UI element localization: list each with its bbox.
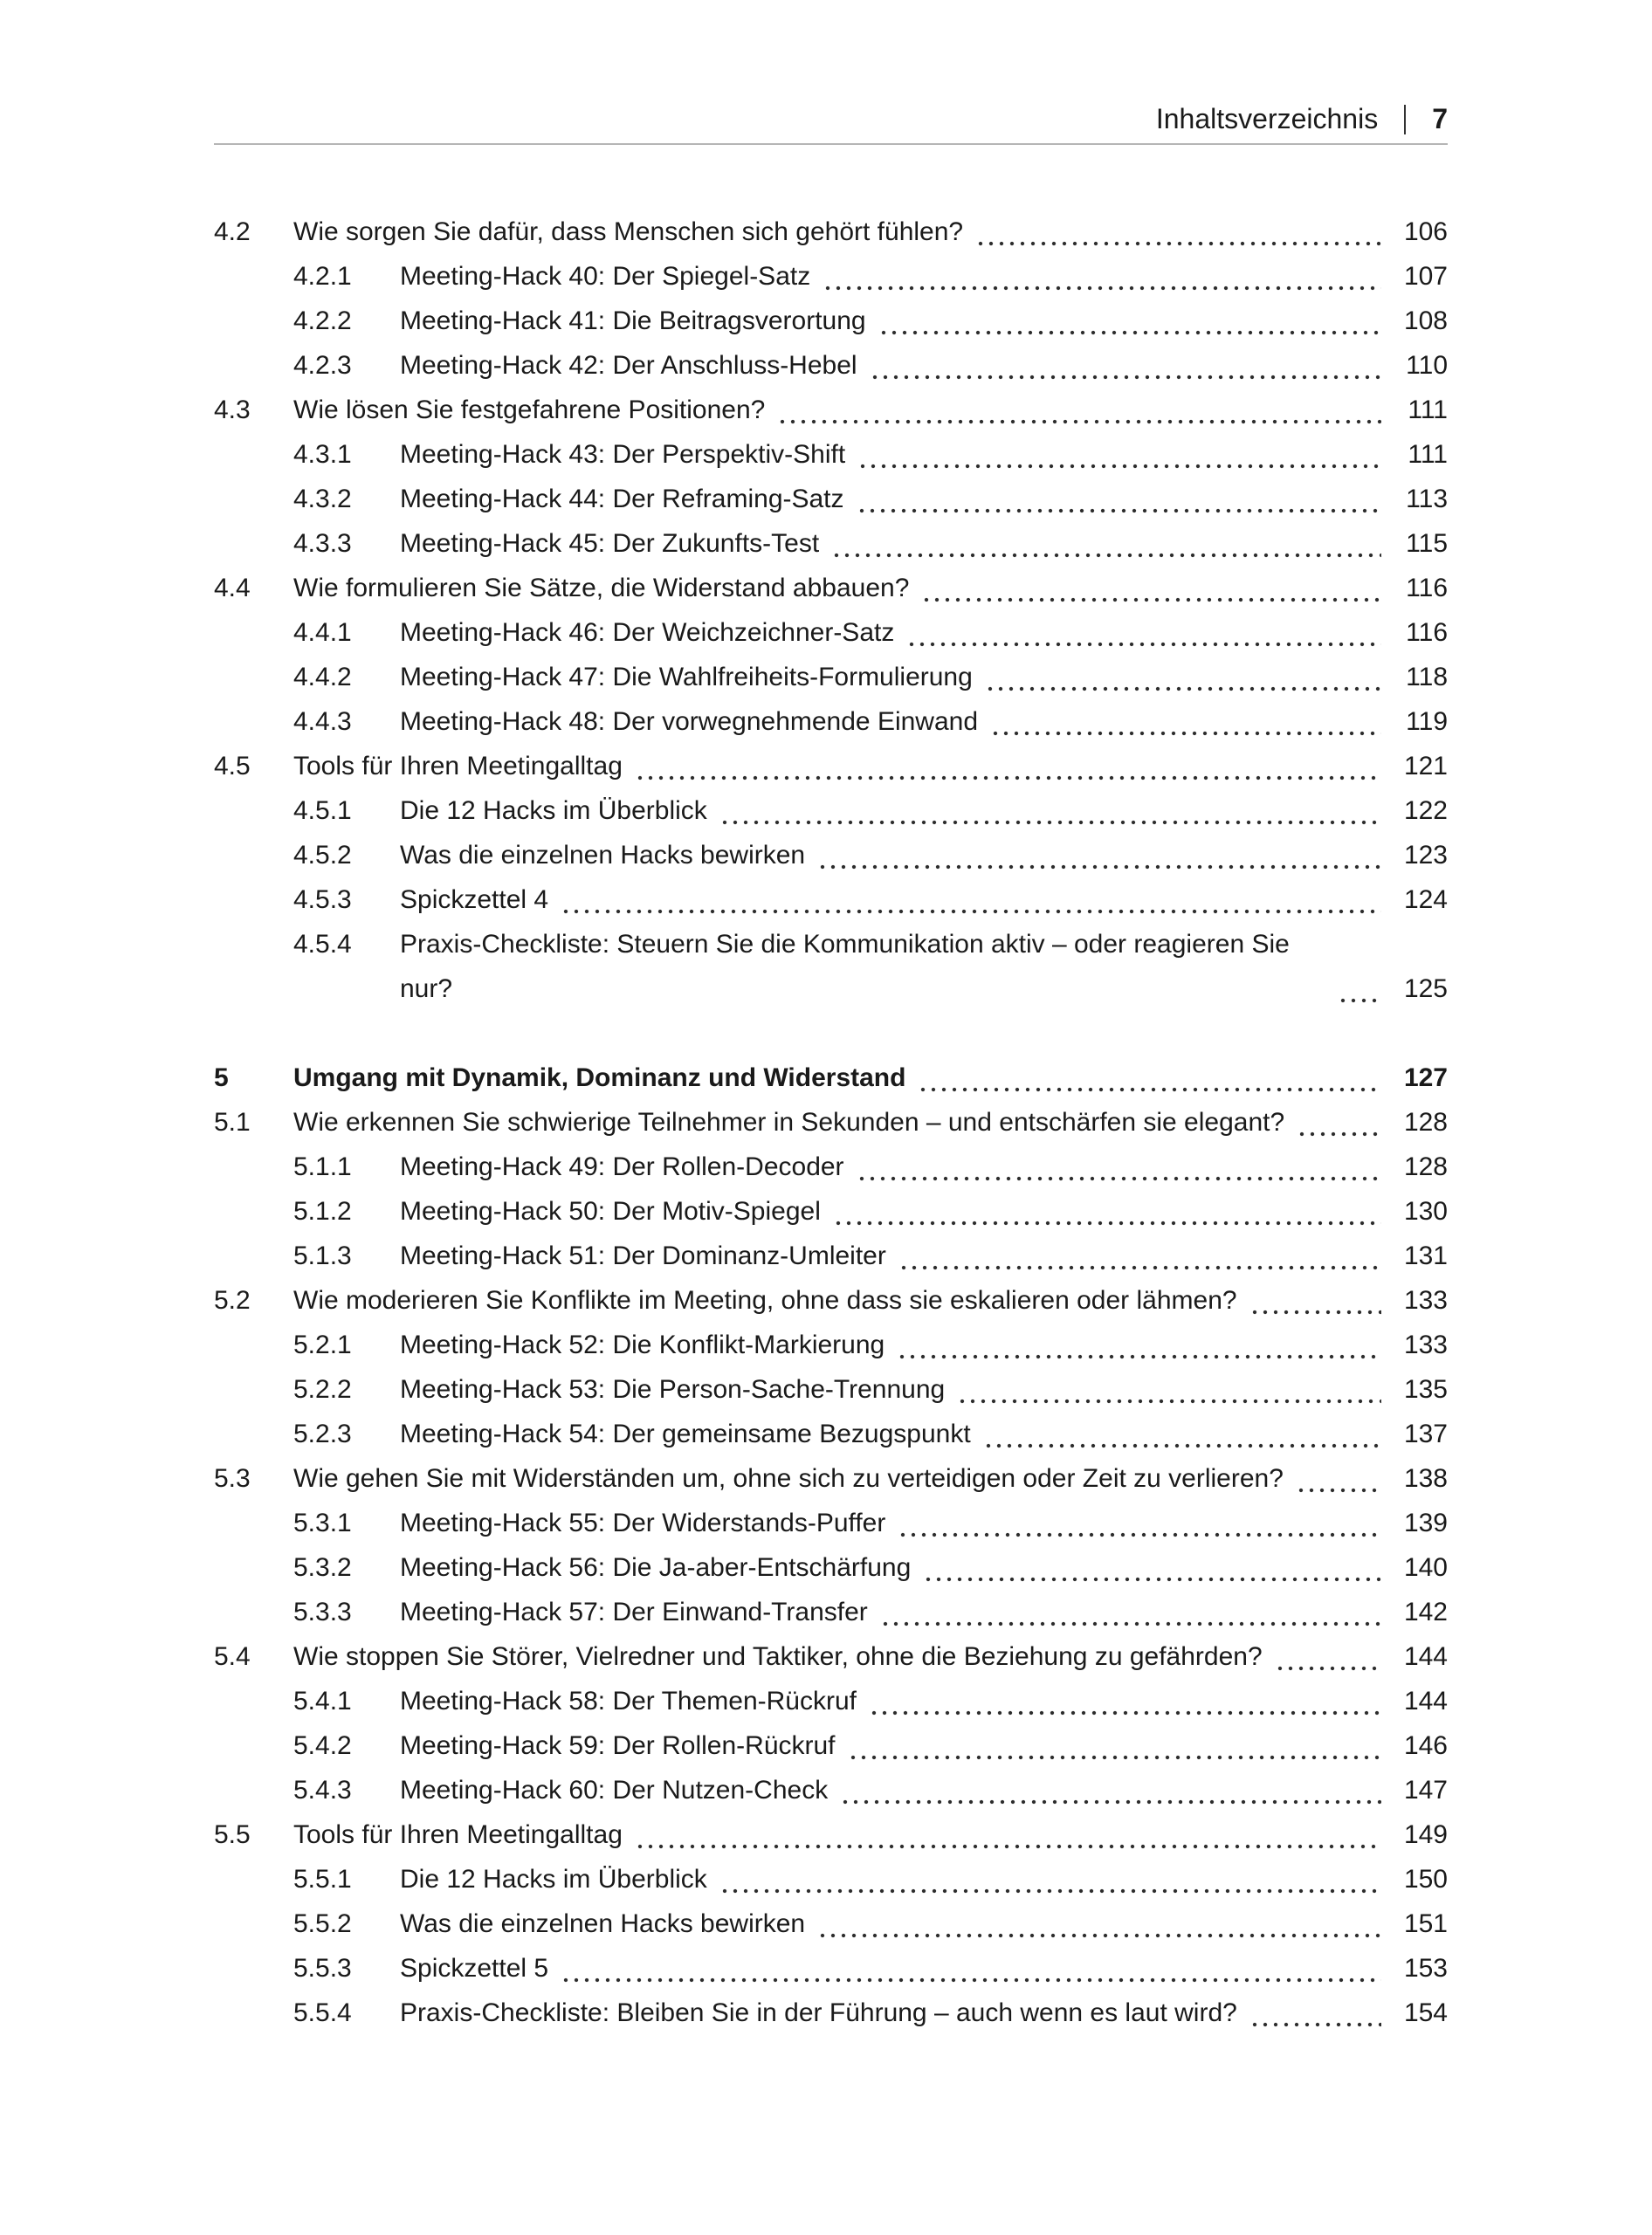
toc-entry-title: Meeting-Hack 51: Der Dominanz-Umleiter: [400, 1241, 886, 1270]
toc-entry[interactable]: [214, 1768, 1448, 1812]
dot-leader: [923, 1545, 1381, 1590]
dot-leader: [898, 1501, 1381, 1545]
toc-entry-body: [400, 833, 1448, 877]
toc-entry-body: [400, 610, 1448, 655]
toc-entry-title: Meeting-Hack 56: Die Ja-aber-Entschärfung: [400, 1553, 912, 1582]
toc-entry-title: Die 12 Hacks im Überblick: [400, 1865, 707, 1894]
toc-entry-page: 133: [1403, 1286, 1448, 1315]
toc-entry-number: 5.1: [214, 1108, 251, 1137]
toc-entry-number: 5.2.1: [293, 1331, 352, 1359]
dot-leader: [957, 1367, 1381, 1412]
toc-entry-number: 5.1.1: [293, 1152, 352, 1181]
toc-entry-body: [400, 922, 1448, 1011]
toc-entry-body: [400, 1901, 1448, 1946]
dot-leader: [870, 343, 1381, 388]
running-header: [214, 94, 1448, 145]
toc-entry-body: [400, 1412, 1448, 1456]
toc-entry-body: [400, 1946, 1448, 1991]
dot-leader: [1249, 1991, 1381, 2035]
toc-entry-page: 122: [1403, 796, 1448, 825]
toc-entry-number: 4.5: [214, 752, 251, 781]
toc-entry-title: Meeting-Hack 53: Die Person-Sache-Trennung: [400, 1375, 946, 1404]
toc-entry-number: 4.3.3: [293, 529, 352, 558]
toc-entry[interactable]: [214, 1145, 1448, 1189]
toc-entry-title: Spickzettel 4: [400, 885, 549, 914]
toc-entry-body: [400, 1991, 1448, 2035]
toc-entry-body: [293, 388, 1448, 432]
toc-entry-body: [400, 299, 1448, 343]
toc-entry[interactable]: [214, 833, 1448, 877]
toc-entry[interactable]: [214, 1857, 1448, 1901]
dot-leader: [561, 1946, 1381, 1991]
toc-entry-title: Wie formulieren Sie Sätze, die Widerstand abbauen?: [293, 574, 910, 602]
dot-leader: [840, 1768, 1381, 1812]
toc-entry-page: 116: [1406, 574, 1448, 602]
toc-entry-title: Meeting-Hack 54: Der gemeinsame Bezugspunkt: [400, 1420, 971, 1448]
toc-entry-page: 131: [1403, 1241, 1448, 1270]
toc-entry-page: 133: [1403, 1331, 1448, 1359]
toc-entry-number: 5.2: [214, 1286, 251, 1315]
toc-entry[interactable]: [214, 922, 1448, 1011]
dot-leader: [831, 521, 1381, 566]
dot-leader: [897, 1323, 1381, 1367]
toc-entry[interactable]: [214, 655, 1448, 699]
header-title: Inhaltsverzeichnis: [1155, 103, 1379, 134]
dot-leader: [878, 299, 1381, 343]
toc-entry-page: 106: [1403, 217, 1448, 246]
toc-entry-page: 121: [1403, 752, 1448, 781]
toc-entry-page: 116: [1406, 618, 1448, 647]
toc-entry[interactable]: [214, 254, 1448, 299]
toc-entry-title: Meeting-Hack 50: Der Motiv-Spiegel: [400, 1197, 821, 1226]
toc-entry-title: Meeting-Hack 60: Der Nutzen-Check: [400, 1776, 829, 1805]
toc-entry-page: 118: [1406, 663, 1448, 691]
toc-entry-page: 151: [1403, 1909, 1448, 1938]
toc-entry-page: 154: [1403, 1998, 1448, 2027]
toc-entry-title: Meeting-Hack 55: Der Widerstands-Puffer: [400, 1509, 886, 1537]
toc-entry[interactable]: [214, 1100, 1448, 1145]
dot-leader: [1296, 1456, 1381, 1501]
toc-entry-body: [293, 210, 1448, 254]
toc-entry-number: 4.3: [214, 395, 251, 424]
toc-entry-title: Meeting-Hack 42: Der Anschluss-Hebel: [400, 351, 857, 380]
running-header-text: [1156, 103, 1448, 135]
toc-entry-number: 4.2.3: [293, 351, 352, 380]
dot-leader: [635, 744, 1381, 788]
toc-entry[interactable]: [214, 1634, 1448, 1679]
toc-entry-page: 111: [1408, 395, 1448, 424]
dot-leader: [1249, 1278, 1381, 1323]
toc-entry-page: 108: [1403, 306, 1448, 335]
toc-entry-title: Wie stoppen Sie Störer, Vielredner und Taktiker, ohne die Beziehung zu gefährden?: [293, 1642, 1263, 1671]
toc-entry-page: 150: [1403, 1865, 1448, 1894]
toc-entry-title: Meeting-Hack 40: Der Spiegel-Satz: [400, 262, 811, 291]
toc-entry-body: [293, 744, 1448, 788]
toc-entry-title: Meeting-Hack 47: Die Wahlfreiheits-Formulierung: [400, 663, 973, 691]
toc-entry[interactable]: [214, 1545, 1448, 1590]
toc-entry-title: Meeting-Hack 57: Der Einwand-Transfer: [400, 1598, 868, 1626]
toc-entry-title: Meeting-Hack 41: Die Beitragsverortung: [400, 306, 866, 335]
toc-entry-page: 124: [1403, 885, 1448, 914]
header-separator: [1404, 105, 1406, 134]
toc-entry-page: 123: [1403, 841, 1448, 870]
toc-entry-body: [400, 477, 1448, 521]
toc-entry[interactable]: [214, 744, 1448, 788]
toc-entry-page: 128: [1403, 1152, 1448, 1181]
toc-entry[interactable]: [214, 1189, 1448, 1234]
toc-entry[interactable]: [214, 210, 1448, 254]
toc-entry-number: 5.1.3: [293, 1241, 352, 1270]
dot-leader: [898, 1234, 1381, 1278]
toc-entry[interactable]: [214, 1991, 1448, 2035]
toc-entry-page: 137: [1403, 1420, 1448, 1448]
toc-entry-body: [400, 432, 1448, 477]
header-page-number: 7: [1432, 103, 1448, 134]
dot-leader: [817, 833, 1381, 877]
toc-entry-number: 5.4.3: [293, 1776, 352, 1805]
toc-entry-number: 4.4.1: [293, 618, 352, 647]
toc-entry[interactable]: [214, 699, 1448, 744]
dot-leader: [1275, 1634, 1381, 1679]
toc-entry-title: Tools für Ihren Meetingalltag: [293, 1820, 623, 1849]
toc-entry[interactable]: [214, 299, 1448, 343]
toc-entry-number: 5.5.2: [293, 1909, 352, 1938]
toc-entry[interactable]: [214, 1323, 1448, 1367]
toc-entry[interactable]: [214, 1412, 1448, 1456]
toc-entry-title: Meeting-Hack 52: Die Konflikt-Markierung: [400, 1331, 885, 1359]
toc-entry-body: [400, 1590, 1448, 1634]
toc-entry[interactable]: [214, 566, 1448, 610]
toc-entry[interactable]: [214, 521, 1448, 566]
toc-entry-title: Meeting-Hack 59: Der Rollen-Rückruf: [400, 1731, 836, 1760]
toc-entry-body: [400, 1723, 1448, 1768]
toc-entry-number: 4.2: [214, 217, 251, 246]
toc-entry[interactable]: [214, 1723, 1448, 1768]
toc-entry-body: [400, 1367, 1448, 1412]
toc-entry[interactable]: [214, 1946, 1448, 1991]
toc-entry-body: [293, 566, 1448, 610]
dot-leader: [817, 1901, 1381, 1946]
toc-entry-number: 4.4.3: [293, 707, 352, 736]
toc-entry-number: 4.3.1: [293, 440, 352, 469]
toc-entry-page: 119: [1406, 707, 1448, 736]
toc-entry-page: 125: [1403, 974, 1448, 1003]
toc-entry-page: 146: [1403, 1731, 1448, 1760]
toc-entry-page: 130: [1403, 1197, 1448, 1226]
toc-entry-number: 5.1.2: [293, 1197, 352, 1226]
toc-entry-number: 5.4: [214, 1642, 251, 1671]
toc-entry-title: Meeting-Hack 48: Der vorwegnehmende Einwand: [400, 707, 979, 736]
table-of-contents: [214, 210, 1448, 2035]
toc-entry-body: [400, 699, 1448, 744]
toc-entry[interactable]: [214, 343, 1448, 388]
toc-entry[interactable]: [214, 610, 1448, 655]
toc-entry-number: 5.2.3: [293, 1420, 352, 1448]
toc-entry[interactable]: [214, 1501, 1448, 1545]
toc-entry-number: 4.3.2: [293, 485, 352, 513]
toc-entry-body: [400, 877, 1448, 922]
toc-entry-number: 5.3: [214, 1464, 251, 1493]
toc-entry-title: Praxis-Checkliste: Steuern Sie die Kommunikation aktiv – oder reagieren Sie nur?: [400, 930, 1290, 1003]
toc-entry-page: 135: [1403, 1375, 1448, 1404]
dot-leader: [857, 1145, 1381, 1189]
toc-entry-title: Meeting-Hack 46: Der Weichzeichner-Satz: [400, 618, 895, 647]
toc-entry-page: 149: [1403, 1820, 1448, 1849]
toc-entry-title: Wie sorgen Sie dafür, dass Menschen sich gehört fühlen?: [293, 217, 964, 246]
toc-entry-body: [293, 1634, 1448, 1679]
toc-entry-body: [400, 343, 1448, 388]
toc-entry-body: [400, 1234, 1448, 1278]
toc-entry[interactable]: [214, 477, 1448, 521]
toc-entry[interactable]: [214, 1812, 1448, 1857]
toc-entry-body: [293, 1456, 1448, 1501]
toc-entry-title: Wie lösen Sie festgefahrene Positionen?: [293, 395, 766, 424]
toc-entry-body: [400, 1501, 1448, 1545]
toc-entry-body: [400, 1145, 1448, 1189]
dot-leader: [857, 432, 1381, 477]
dot-leader: [985, 655, 1381, 699]
dot-leader: [635, 1812, 1381, 1857]
toc-entry-body: [293, 1812, 1448, 1857]
toc-entry-number: 5.5.4: [293, 1998, 352, 2027]
toc-entry[interactable]: [214, 1456, 1448, 1501]
toc-entry[interactable]: [214, 1056, 1448, 1100]
toc-entry-body: [400, 1545, 1448, 1590]
toc-entry-title: Praxis-Checkliste: Bleiben Sie in der Führung – auch wenn es laut wird?: [400, 1998, 1237, 2027]
dot-leader: [990, 699, 1381, 744]
dot-leader: [1297, 1100, 1381, 1145]
toc-entry[interactable]: [214, 788, 1448, 833]
toc-entry-title: Wie gehen Sie mit Widerständen um, ohne sich zu verteidigen oder Zeit zu verlieren?: [293, 1464, 1284, 1493]
toc-entry-page: 110: [1406, 351, 1448, 380]
toc-entry-number: 5: [214, 1063, 229, 1092]
toc-entry-number: 5.3.2: [293, 1553, 352, 1582]
toc-entry-number: 5.3.1: [293, 1509, 352, 1537]
dot-leader: [848, 1723, 1381, 1768]
toc-entry-title: Meeting-Hack 58: Der Themen-Rückruf: [400, 1687, 857, 1716]
toc-entry-body: [400, 1189, 1448, 1234]
toc-entry-title: Meeting-Hack 49: Der Rollen-Decoder: [400, 1152, 844, 1181]
toc-entry-number: 5.3.3: [293, 1598, 352, 1626]
toc-entry-title: Meeting-Hack 43: Der Perspektiv-Shift: [400, 440, 846, 469]
toc-entry-page: 138: [1403, 1464, 1448, 1493]
toc-entry-page: 144: [1403, 1642, 1448, 1671]
toc-entry-title: Wie erkennen Sie schwierige Teilnehmer in Sekunden – und entschärfen sie elegant?: [293, 1108, 1285, 1137]
toc-entry[interactable]: [214, 1590, 1448, 1634]
toc-entry-body: [400, 1857, 1448, 1901]
toc-entry-title: Spickzettel 5: [400, 1954, 549, 1983]
toc-entry-title: Tools für Ihren Meetingalltag: [293, 752, 623, 781]
toc-entry-title: Was die einzelnen Hacks bewirken: [400, 841, 806, 870]
toc-entry-body: [400, 1679, 1448, 1723]
toc-entry-number: 4.5.1: [293, 796, 352, 825]
toc-entry-number: 4.5.2: [293, 841, 352, 870]
toc-entry-page: 139: [1403, 1509, 1448, 1537]
toc-entry-number: 4.5.3: [293, 885, 352, 914]
dot-leader: [719, 1857, 1381, 1901]
toc-entry-page: 142: [1403, 1598, 1448, 1626]
toc-entry-number: 5.5.1: [293, 1865, 352, 1894]
toc-entry-body: [400, 655, 1448, 699]
dot-leader: [975, 210, 1381, 254]
dot-leader: [823, 254, 1381, 299]
toc-entry[interactable]: [214, 877, 1448, 922]
toc-entry-number: 5.4.1: [293, 1687, 352, 1716]
dot-leader: [918, 1056, 1381, 1100]
toc-entry-number: 5.2.2: [293, 1375, 352, 1404]
dot-leader: [983, 1412, 1381, 1456]
toc-entry[interactable]: [214, 432, 1448, 477]
toc-entry-title: Die 12 Hacks im Überblick: [400, 796, 707, 825]
toc-entry[interactable]: [214, 1278, 1448, 1323]
toc-entry-title: Was die einzelnen Hacks bewirken: [400, 1909, 806, 1938]
dot-leader: [906, 610, 1381, 655]
toc-entry[interactable]: [214, 1367, 1448, 1412]
toc-entry-number: 4.2.2: [293, 306, 352, 335]
toc-entry-number: 5.5: [214, 1820, 251, 1849]
toc-entry-title: Meeting-Hack 44: Der Reframing-Satz: [400, 485, 844, 513]
dot-leader: [880, 1590, 1381, 1634]
dot-leader: [1338, 966, 1381, 1011]
toc-entry-page: 107: [1403, 262, 1448, 291]
toc-entry-number: 4.2.1: [293, 262, 352, 291]
toc-entry-number: 4.5.4: [293, 930, 352, 959]
toc-entry[interactable]: [214, 1234, 1448, 1278]
toc-entry-page: 128: [1403, 1108, 1448, 1137]
toc-entry-body: [400, 1768, 1448, 1812]
toc-entry-body: [400, 254, 1448, 299]
dot-leader: [857, 477, 1381, 521]
toc-entry-number: 5.5.3: [293, 1954, 352, 1983]
toc-entry-title: Umgang mit Dynamik, Dominanz und Widerstand: [293, 1063, 906, 1092]
dot-leader: [719, 788, 1381, 833]
dot-leader: [869, 1679, 1381, 1723]
toc-entry-body: [293, 1278, 1448, 1323]
toc-entry-page: 115: [1406, 529, 1448, 558]
toc-entry[interactable]: [214, 388, 1448, 432]
dot-leader: [777, 388, 1381, 432]
toc-entry-title: Meeting-Hack 45: Der Zukunfts-Test: [400, 529, 820, 558]
toc-entry-page: 144: [1403, 1687, 1448, 1716]
toc-entry-body: [400, 1323, 1448, 1367]
toc-entry-page: 153: [1403, 1954, 1448, 1983]
toc-entry[interactable]: [214, 1679, 1448, 1723]
toc-entry-page: 127: [1403, 1063, 1448, 1092]
toc-entry-page: 113: [1406, 485, 1448, 513]
toc-entry-number: 4.4: [214, 574, 251, 602]
toc-entry[interactable]: [214, 1901, 1448, 1946]
toc-entry-page: 111: [1408, 440, 1448, 469]
dot-leader: [561, 877, 1381, 922]
toc-entry-number: 4.4.2: [293, 663, 352, 691]
dot-leader: [921, 566, 1381, 610]
toc-entry-body: [400, 788, 1448, 833]
toc-entry-title: Wie moderieren Sie Konflikte im Meeting, ohne dass sie eskalieren oder lähmen?: [293, 1286, 1237, 1315]
toc-entry-body: [293, 1100, 1448, 1145]
dot-leader: [833, 1189, 1381, 1234]
toc-entry-number: 5.4.2: [293, 1731, 352, 1760]
toc-entry-body: [400, 521, 1448, 566]
toc-entry-body: [293, 1056, 1448, 1100]
toc-entry-page: 147: [1403, 1776, 1448, 1805]
toc-entry-page: 140: [1403, 1553, 1448, 1582]
